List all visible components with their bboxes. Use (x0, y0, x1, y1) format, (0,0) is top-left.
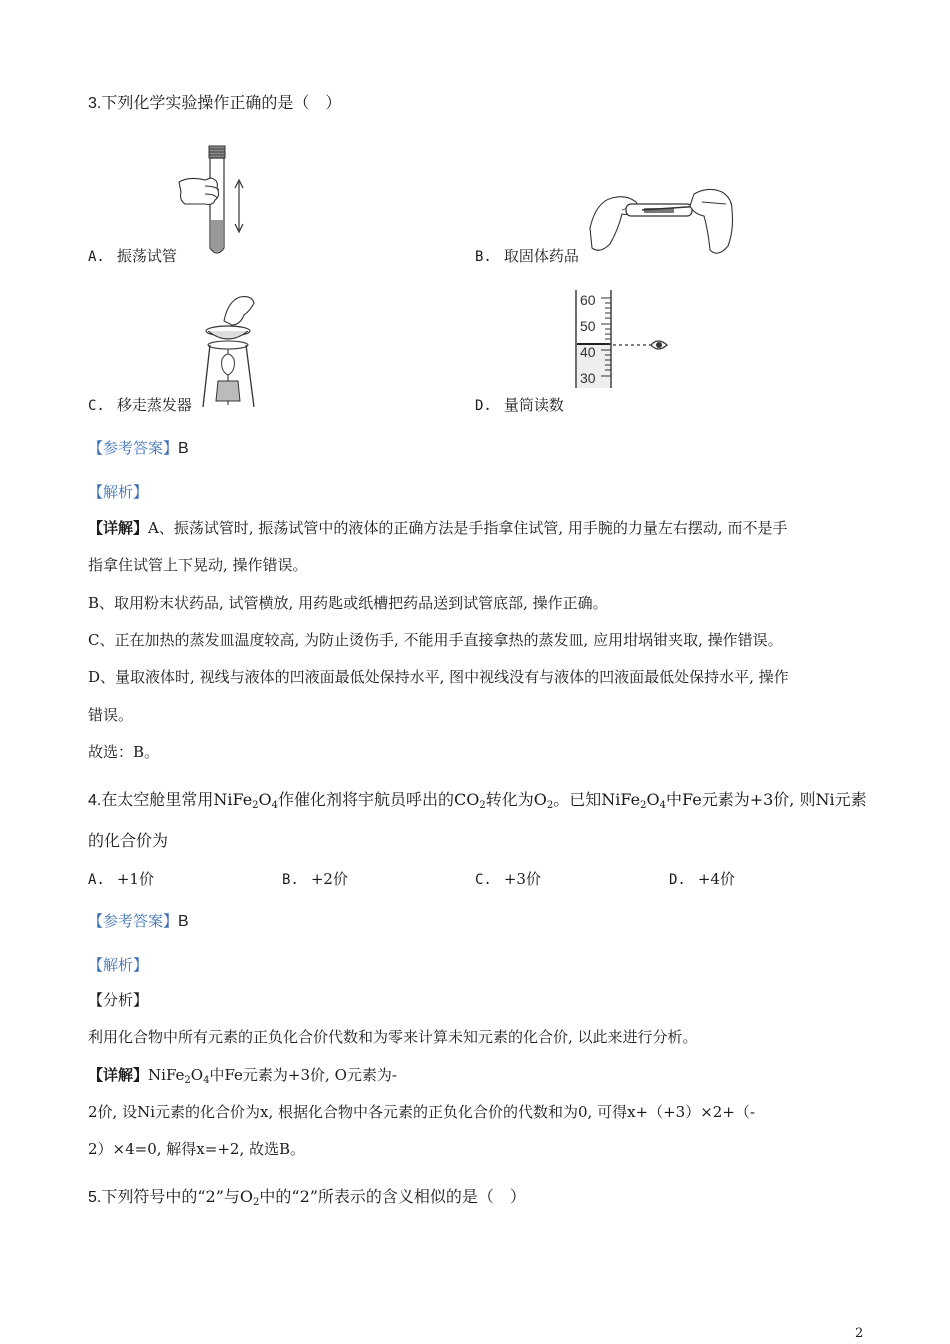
q3-number: 3. (88, 95, 102, 112)
option-letter: A. (88, 872, 105, 888)
stem-text: 中的“2”所表示的含义相似的是（ ） (259, 1187, 526, 1206)
subscript: 2 (184, 1075, 191, 1086)
q3-detail-line-4: C、正在加热的蒸发皿温度较高, 为防止烫伤手, 不能用手直接拿热的蒸发皿, 应用坩埚钳夹取, 操作错误。 (88, 631, 783, 649)
stem-text: 转化为O (485, 790, 547, 809)
q3-option-d[interactable] (475, 394, 564, 415)
subscript: 2 (640, 800, 647, 811)
cylinder-tick-30: 30 (580, 370, 596, 386)
q3-stem-text: 下列化学实验操作正确的是（ ） (101, 93, 342, 112)
q5-number: 5. (88, 1189, 102, 1206)
q4-option-c[interactable] (475, 868, 541, 889)
q3-detail-line-6: 错误。 (88, 706, 134, 724)
q5-stem (88, 1184, 526, 1208)
option-letter: D. (475, 398, 492, 414)
q4-stem-line-1 (88, 787, 867, 811)
subscript: 4 (203, 1075, 210, 1086)
option-letter: C. (88, 398, 105, 414)
stem-text: 下列符号中的“2”与O (101, 1187, 254, 1206)
q4-detail-line-2: 2价, 设Ni元素的化合价为x, 根据化合物中各元素的正负化合价的代数和为0, 可得x+（+3）×2+（- (88, 1103, 755, 1121)
q3-detail-line-1 (88, 518, 787, 538)
page-number: 2 (855, 1326, 864, 1341)
option-letter: D. (669, 872, 686, 888)
detail-text: NiFe (148, 1066, 185, 1084)
option-text: 振荡试管 (116, 247, 177, 265)
detail-text: A、振荡试管时, 振荡试管中的液体的正确方法是手指拿住试管, 用手腕的力量左右摆动, 而不是手 (148, 519, 788, 537)
option-letter: B. (475, 249, 492, 265)
q3-option-a[interactable] (88, 245, 177, 266)
detail-label: 【详解】 (88, 519, 149, 537)
q3-detail-line-5: D、量取液体时, 视线与液体的凹液面最低处保持水平, 图中视线没有与液体的凹液面最低处保持水平, 操作 (88, 668, 789, 686)
q3-analysis-label: 【解析】 (88, 483, 149, 501)
q3-stem (88, 90, 341, 113)
answer-value: B (178, 913, 189, 930)
q4-answer (88, 910, 189, 931)
subscript: 4 (659, 800, 666, 811)
stem-text: O (258, 790, 272, 809)
option-letter: B. (282, 872, 299, 888)
option-text: +4价 (697, 870, 735, 888)
q4-detail-line-3: 2）×4=0, 解得x=+2, 故选B。 (88, 1140, 306, 1158)
stem-text: 。已知NiFe (553, 790, 641, 809)
detail-text: O (190, 1066, 204, 1084)
q3-answer (88, 437, 189, 458)
cylinder-tick-40: 40 (580, 344, 596, 360)
cylinder-tick-50: 50 (580, 318, 596, 334)
q4-analysis-label: 【解析】 (88, 956, 149, 974)
q4-stem-line-2: 的化合价为 (88, 831, 169, 850)
stem-text: 中Fe元素为+3价, 则Ni元素 (666, 790, 867, 809)
subscript: 2 (546, 800, 554, 811)
q3-detail-line-3: B、取用粉末状药品, 试管横放, 用药匙或纸槽把药品送到试管底部, 操作正确。 (88, 594, 608, 612)
figure-a-shake-test-tube (175, 140, 250, 262)
detail-label: 【详解】 (88, 1066, 149, 1084)
q4-fenxi-text: 利用化合物中所有元素的正负化合价代数和为零来计算未知元素的化合价, 以此来进行分析。 (88, 1028, 698, 1046)
answer-label: 【参考答案】 (88, 439, 179, 457)
option-text: +3价 (503, 870, 541, 888)
answer-label: 【参考答案】 (88, 912, 179, 930)
subscript: 4 (271, 800, 279, 811)
detail-text: 中Fe元素为+3价, O元素为- (209, 1066, 397, 1084)
stem-text: O (646, 790, 660, 809)
stem-text: 作催化剂将宇航员呼出的CO (278, 790, 480, 809)
q3-conclusion: 故选：B。 (88, 743, 160, 761)
q4-option-b[interactable] (282, 868, 348, 889)
stem-text: 在太空舱里常用NiFe (101, 790, 253, 809)
subscript: 2 (253, 1197, 260, 1208)
option-text: +2价 (310, 870, 348, 888)
q3-detail-line-2: 指拿住试管上下晃动, 操作错误。 (88, 556, 308, 574)
subscript: 2 (252, 800, 259, 811)
q4-number: 4. (88, 792, 102, 809)
option-text: 移走蒸发器 (116, 396, 192, 414)
q3-option-b[interactable] (475, 245, 579, 266)
q4-option-a[interactable] (88, 868, 154, 889)
option-letter: C. (475, 872, 492, 888)
q4-option-d[interactable] (669, 868, 735, 889)
subscript: 2 (479, 800, 486, 811)
figure-b-take-solid-reagent (582, 180, 740, 260)
answer-value: B (178, 440, 189, 457)
cylinder-tick-60: 60 (580, 292, 596, 308)
q4-fenxi-label: 【分析】 (88, 991, 149, 1009)
q3-option-c[interactable] (88, 394, 192, 415)
q4-detail-line-1 (88, 1065, 397, 1091)
option-text: +1价 (116, 870, 154, 888)
option-text: 取固体药品 (503, 247, 579, 265)
option-letter: A. (88, 249, 105, 265)
figure-c-move-evaporating-dish (200, 295, 260, 410)
figure-d-cylinder-reading (573, 288, 673, 390)
option-text: 量筒读数 (503, 396, 564, 414)
